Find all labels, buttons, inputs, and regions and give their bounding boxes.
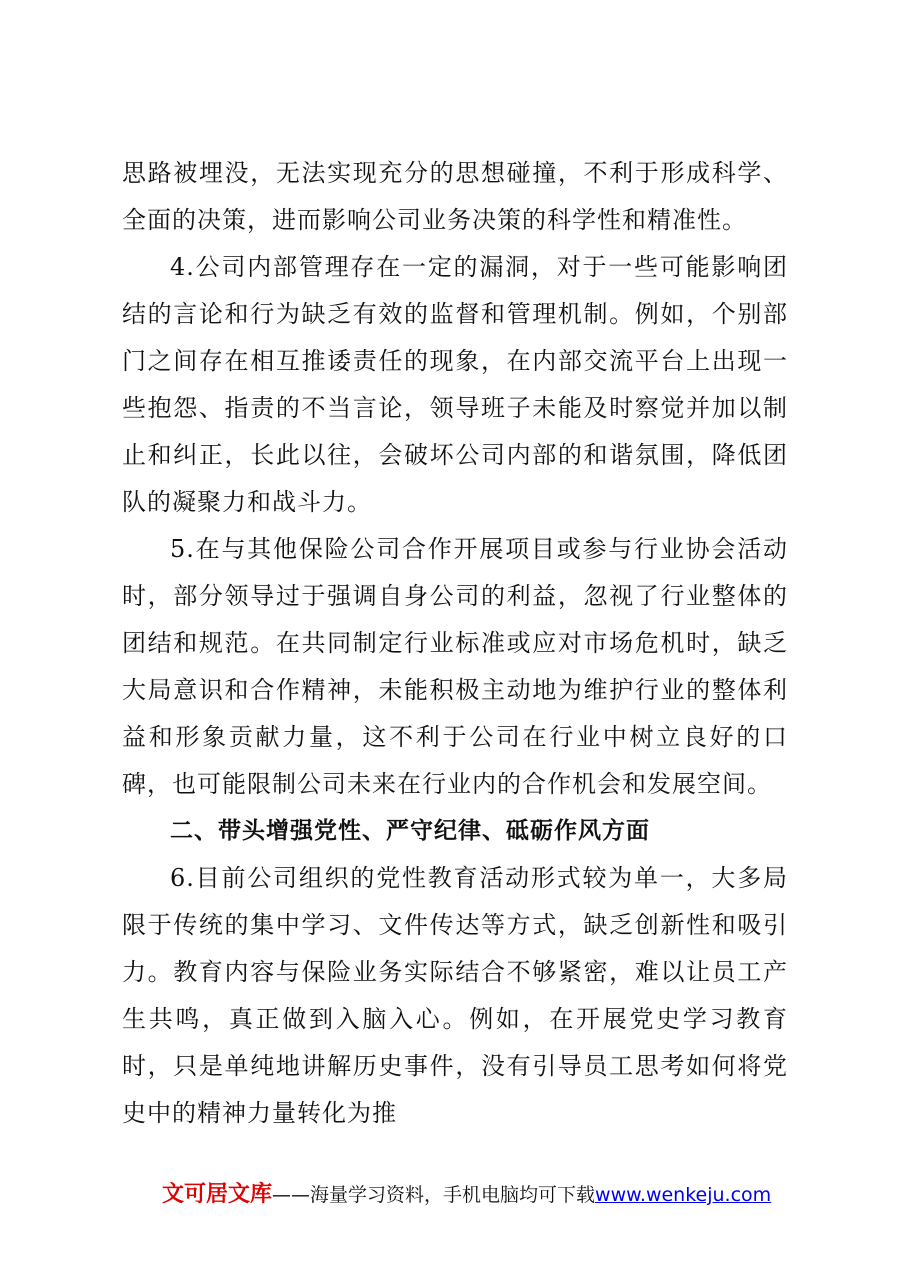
footer-banner (162, 1180, 862, 1210)
footer-brand: 文可居文库 (162, 1182, 273, 1207)
section-heading: 二、带头增强党性、严守纪律、砥砺作风方面 (170, 818, 650, 844)
footer-website-link[interactable]: www.wenkeju.com (595, 1184, 772, 1206)
document-body (122, 150, 788, 1137)
footer-tagline: 海量学习资料，手机电脑均可下载 (310, 1184, 596, 1206)
footer-dash: —— (272, 1184, 311, 1206)
paragraph-item-6: 6.目前公司组织的党性教育活动形式较为单一，大多局限于传统的集中学习、文件传达等方式，缺乏创新性和吸引力。教育内容与保险业务实际结合不够紧密，难以让员工产生共鸣，真正做到入脑入心。例如，在开展党史学习教育时，只是单纯地讲解历史事件，没有引导员工思考如何将党史中的精神力量转化为推 (122, 864, 788, 1127)
paragraph-continuation: 思路被埋没，无法实现充分的思想碰撞，不利于形成科学、全面的决策，进而影响公司业务决策的科学性和精准性。 (122, 159, 788, 234)
paragraph-item-5: 5.在与其他保险公司合作开展项目或参与行业协会活动时，部分领导过于强调自身公司的利益，忽视了行业整体的团结和规范。在共同制定行业标准或应对市场危机时，缺乏大局意识和合作精神，未能积极主动地为维护行业的整体利益和形象贡献力量，这不利于公司在行业中树立良好的口碑，也可能限制公司未来在行业内的合作机会和发展空间。 (122, 535, 788, 798)
paragraph-item-4: 4.公司内部管理存在一定的漏洞，对于一些可能影响团结的言论和行为缺乏有效的监督和管理机制。例如，个别部门之间存在相互推诿责任的现象，在内部交流平台上出现一些抱怨、指责的不当言论，领导班子未能及时察觉并加以制止和纠正，长此以往，会破坏公司内部的和谐氛围，降低团队的凝聚力和战斗力。 (122, 253, 788, 516)
